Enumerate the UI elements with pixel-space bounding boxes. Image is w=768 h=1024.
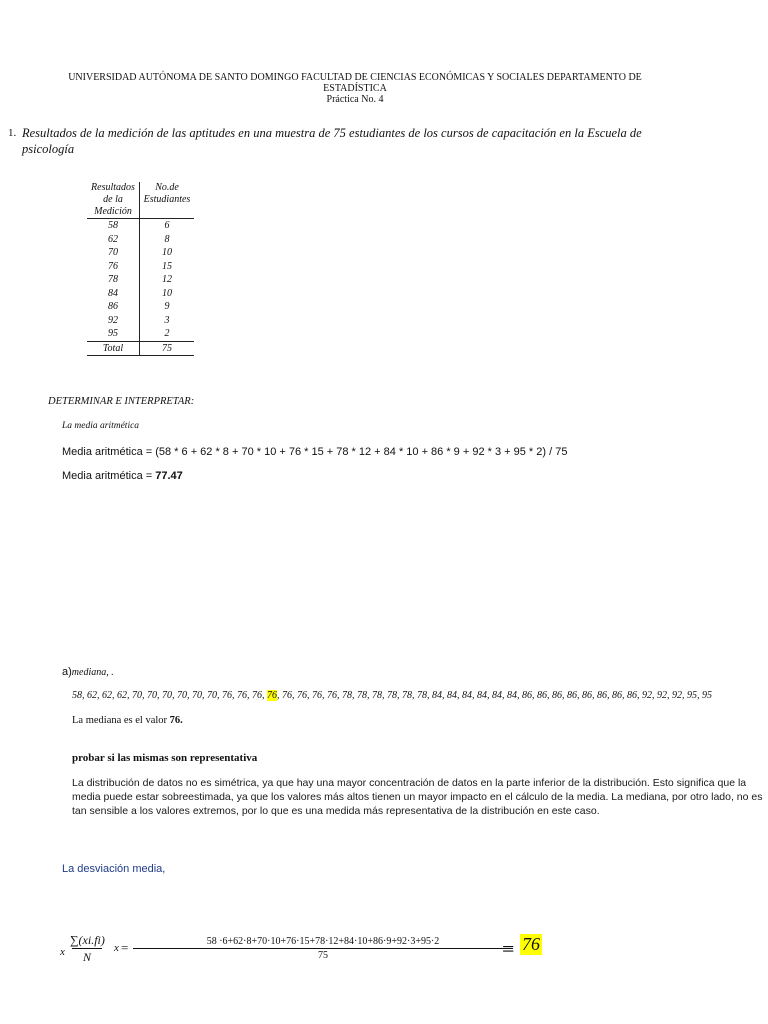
document-header — [40, 72, 670, 105]
table-row — [87, 246, 194, 260]
table-cell: 84 — [87, 287, 140, 301]
table-cell: 62 — [87, 233, 140, 247]
table-row — [87, 287, 194, 301]
determinar-heading: DETERMINAR E INTERPRETAR: — [48, 396, 195, 407]
probar-paragraph: La distribución de datos no es simétrica, ya que hay una mayor concentración de datos en la parte inferior de la distribución. Esto significa que la media puede estar sobreestimada, ya que los valores más altos tienen un mayor impacto en el cálculo de la media. La mediana, por otro lado, no es tan sensible a los valores extremos, por lo que es una medida más representativa de la distribución en este caso. — [72, 777, 763, 817]
desviacion-label: La desviación media, — [62, 863, 166, 875]
table-cell: 3 — [164, 314, 170, 326]
formula-x-symbol: x — [60, 946, 65, 958]
header-line-3: Práctica No. 4 — [326, 94, 384, 105]
header-line-2: ESTADÍSTICA — [323, 83, 387, 94]
mediana-heading — [62, 666, 114, 678]
table-row — [87, 273, 194, 287]
question-number: 1. — [8, 127, 17, 139]
media-result — [62, 470, 183, 482]
probar-heading: probar si las mismas son representativa — [72, 752, 258, 764]
table-cell: 58 — [87, 219, 140, 233]
table-header-estudiantes: No.de Estudiantes — [140, 182, 195, 219]
formula-sum-denominator: N — [82, 950, 91, 964]
table-cell: 9 — [164, 301, 170, 312]
formula-fraction-sum — [70, 932, 104, 965]
table-cell: 92 — [87, 314, 140, 328]
table-cell: 8 — [164, 233, 170, 245]
formula-sum-numerator: ∑(xi.fi) — [70, 933, 105, 947]
table-cell: 70 — [87, 246, 140, 260]
table-header-resultados: Resultados de la Medición — [87, 182, 140, 219]
table-cell: 6 — [164, 220, 170, 231]
formula-equals-2: = — [502, 936, 515, 961]
table-cell: 15 — [162, 260, 172, 272]
table-cell: 2 — [164, 328, 170, 339]
formula-x-symbol-2: x — [114, 942, 119, 954]
table-cell: 78 — [87, 273, 140, 287]
series-after: , 76, 76, 76, 76, 78, 78, 78, 78, 78, 78, 84, 84, 84, 84, 84, 84, 86, 86, 86, 86, 86, 86, 86, 86, 92, 92, 92, 95, 95 — [277, 690, 712, 701]
table-cell: 10 — [162, 287, 172, 299]
mediana-prefix: a) — [62, 666, 72, 678]
table-cell: 12 — [162, 274, 172, 285]
table-header-row — [87, 182, 194, 219]
mediana-result — [72, 715, 183, 726]
media-result-prefix: Media aritmética = — [62, 470, 156, 482]
formula-values-numerator: 58 ·6+62·8+70·10+76·15+78·12+84·10+86·9+92·3+95·2 — [206, 936, 440, 947]
table-row — [87, 219, 194, 233]
series-highlight: 76 — [267, 690, 277, 701]
media-label: La media aritmética — [62, 421, 140, 431]
formula-fraction-values — [133, 935, 513, 962]
desviacion-formula — [60, 932, 540, 972]
frequency-table — [87, 182, 194, 356]
media-formula: Media aritmética = (58 * 6 + 62 * 8 + 70 * 10 + 76 * 15 + 78 * 12 + 84 * 10 + 86 * 9 + 92 * 3 + 95 * 2) / 75 — [62, 446, 568, 458]
table-cell: 95 — [87, 327, 140, 341]
table-cell: 10 — [162, 247, 172, 258]
mediana-result-prefix: La mediana es el valor — [72, 715, 170, 726]
mediana-result-value: 76. — [169, 715, 183, 726]
formula-equals: = — [121, 940, 129, 955]
table-cell: 86 — [87, 300, 140, 314]
table-row — [87, 260, 194, 274]
header-line-1: UNIVERSIDAD AUTÓNOMA DE SANTO DOMINGO FACULTAD DE CIENCIAS ECONÓMICAS Y SOCIALES DEPARTAMENTO DE — [68, 72, 642, 83]
formula-result: 76 — [522, 934, 540, 954]
table-cell: 76 — [87, 260, 140, 274]
question-text: Resultados de la medición de las aptitudes en una muestra de 75 estudiantes de los cursos de capacitación en la Escuela de psicología — [22, 126, 642, 156]
table-row — [87, 233, 194, 247]
table-row — [87, 314, 194, 328]
media-result-value: 77.47 — [155, 470, 183, 482]
series-before: 58, 62, 62, 62, 70, 70, 70, 70, 70, 70, 76, 76, 76, — [72, 690, 267, 701]
formula-values-denominator: 75 — [318, 950, 328, 961]
table-row — [87, 300, 194, 314]
table-total-label: Total — [87, 341, 140, 356]
mediana-label: mediana, . — [71, 667, 114, 678]
table-total-value: 75 — [140, 341, 195, 356]
mediana-series — [72, 690, 712, 701]
table-row — [87, 327, 194, 341]
table-total-row — [87, 341, 194, 356]
